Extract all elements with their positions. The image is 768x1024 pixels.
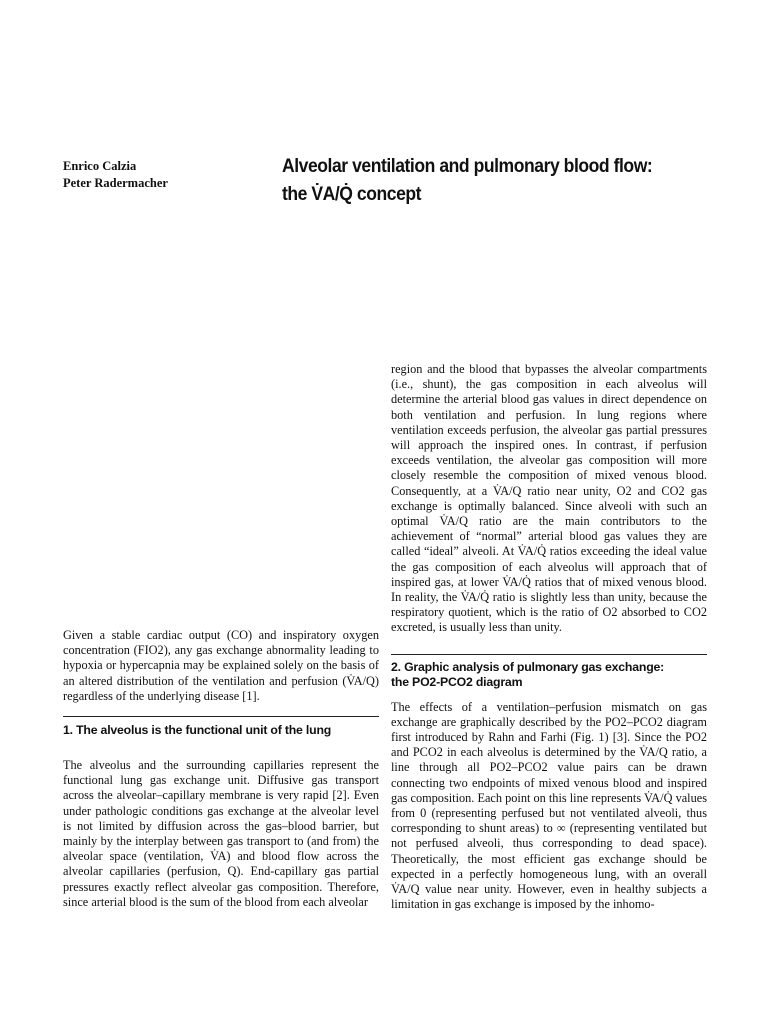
section-1-paragraph: The alveolus and the surrounding capillaries represent the functional lung gas exchange unit. Diffusive gas transport across the alveolar–capillary membrane is very rapid [2]. Even under pathologic conditions gas exchange at the alveolar level is not limited by diffusion across the gas–blood barrier, but mainly by the interplay between gas transport to (and from) the alveolar space (ventilation, V̇A) and blood flow across the alveolar capillaries (perfusion, Q). End-capillary gas partial pressures exactly reflect alveolar gas composition. Therefore, since arterial blood is the sum of the blood from each alveolar: [63, 758, 379, 909]
section-2-paragraph: The effects of a ventilation–perfusion mismatch on gas exchange are graphically described by the PO2–PCO2 diagram first introduced by Rahn and Farhi (Fig. 1) [3]. Since the PO2 and PCO2 in each alveolus is determined by the V̇A/Q ratio, a line through all PO2–PCO2 value pairs can be drawn connecting two endpoints of mixed venous blood and inspired gas composition. Each point on this line represents V̇A/Q̇ values from 0 (representing perfused but not ventilated alveoli, thus corresponding to shunt areas) to ∞ (representing ventilated but not perfused alveoli, thus corresponding to dead space). Theoretically, the most efficient gas exchange should be expected in a perfectly homogeneous lung, with an overall V̇A/Q value near unity. However, even in healthy subjects a limitation in gas exchange is imposed by the inhomo-: [391, 699, 707, 912]
right-column: [391, 362, 707, 913]
section-2-heading-line-1: 2. Graphic analysis of pulmonary gas exchange:: [391, 659, 665, 674]
left-column: [63, 628, 379, 910]
author-name: Enrico Calzia: [63, 159, 137, 173]
title-line-1: Alveolar ventilation and pulmonary blood flow:: [282, 155, 653, 177]
intro-paragraph: Given a stable cardiac output (CO) and inspiratory oxygen concentration (FIO2), any gas exchange abnormality leading to hypoxia or hypercapnia may be explained solely on the basis of an altered distribution of the ventilation and perfusion (V̇A/Q) regardless of the underlying disease [1].: [63, 628, 379, 703]
author-name: Peter Radermacher: [63, 176, 168, 190]
article-title: [282, 152, 705, 208]
section-1-heading: 1. The alveolus is the functional unit of the lung: [63, 723, 332, 738]
title-line-2: the V̇A/Q̇ concept: [282, 183, 422, 205]
section-2-heading-line-2: the PO2-PCO2 diagram: [391, 674, 523, 689]
author-list: [63, 158, 263, 192]
section-2-heading: [391, 660, 707, 690]
continuation-paragraph: region and the blood that bypasses the alveolar compartments (i.e., shunt), the gas composition in each alveolus will determine the arterial blood gas values in direct dependence on both ventilation and perfusion. In lung regions where ventilation exceeds perfusion, the alveolar gas partial pressures will approach the inspired ones. In contrast, if perfusion exceeds ventilation, the alveolar gas composition will more closely resemble the composition of mixed venous blood. Consequently, at a V̇A/Q ratio near unity, O2 and CO2 gas exchange is optimally balanced. Since alveoli with such an optimal V̇A/Q ratio are the main contributors to the achievement of “normal” arterial blood gas values they are called “ideal” alveoli. At V̇A/Q̇ ratios exceeding the ideal value the gas composition of each alveolus will approach that of inspired gas, at lower V̇A/Q̇ ratios that of mixed venous blood. In reality, the V̇A/Q̇ ratio is slightly less than unity, because the respiratory quotient, which is the ratio of O2 absorbed to CO2 excreted, is usually less than unity.: [391, 362, 707, 635]
